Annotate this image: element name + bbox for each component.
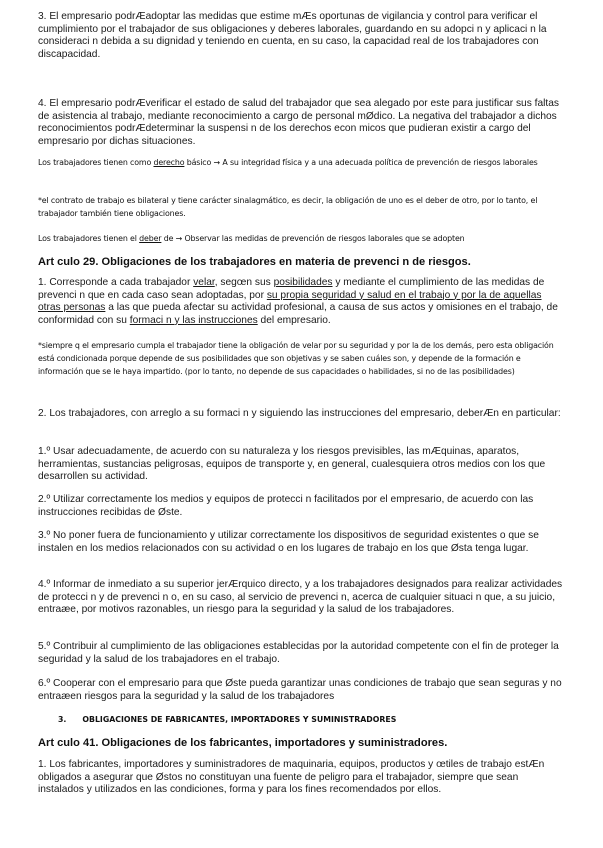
- text-run: y mediante el cumplimiento de las medidas de prevenci n que en cada caso sean adoptadas, por: [38, 277, 545, 301]
- paragraph-item-6: 6.º Cooperar con el empresario para que Øste pueda garantizar unas condiciones de trabajo que sean seguras y no entraæen riesgos para la seguridad y la salud de los trabajadores: [38, 678, 562, 702]
- section-heading-3: [58, 714, 566, 726]
- underlined-run: formaci n y las instrucciones: [129, 314, 258, 326]
- paragraph-art29-2: 2. Los trabajadores, con arreglo a su formaci n y siguiendo las instrucciones del empresario, deberÆn en particular:: [38, 408, 561, 419]
- text-run: del empresario.: [257, 314, 331, 326]
- note-contrato-bilateral: *el contrato de trabajo es bilateral y tiene carácter sinalagmático, es decir, la obligación de uno es el deber de otro, por lo tanto, el trabajador también tiene obligaciones.: [38, 196, 538, 219]
- paragraph-item-4: 4.º Informar de inmediato a su superior jerÆrquico directo, y a los trabajadores designados para realizar actividades de protecci n y de prevenci n o, en su caso, al servicio de prevenci n, acerca de cualquier situaci n que, a su juicio, entraæe, por motivos razonables, un riesgo para la seguridad y la salud de los trabajadores.: [38, 579, 563, 616]
- heading-articulo-41: Art culo 41. Obligaciones de los fabricantes, importadores y suministradores.: [38, 737, 448, 749]
- note-underlined-term: derecho: [153, 158, 185, 167]
- note-derecho-basico: [38, 156, 566, 169]
- note-text: Los trabajadores tienen como: [38, 158, 154, 167]
- paragraph-art20-3: 3. El empresario podrÆadoptar las medidas que estime mÆs oportunas de vigilancia y control para verificar el cumplimiento por el trabajador de sus obligaciones y deberes laborales, guardando en su adopci n y aplicaci n la consideraci n debida a su dignidad y teniendo en cuenta, en su caso, la capacidad real de los trabajadores con discapacidad.: [38, 11, 547, 60]
- paragraph-art20-4: 4. El empresario podrÆverificar el estado de salud del trabajador que sea alegado por este para justificar sus faltas de asistencia al trabajo, mediante reconocimiento a cargo de personal mØdico. La negativa del trabajador a dichos reconocimientos podrÆdeterminar la suspensi n de los derechos econ micos que pudieran existir a cargo del empresario por dichas situaciones.: [38, 98, 559, 147]
- paragraph-item-2: 2.º Utilizar correctamente los medios y equipos de protecci n facilitados por el empresario, de acuerdo con las instrucciones recibidas de Øste.: [38, 494, 534, 518]
- paragraph-item-5: 5.º Contribuir al cumplimiento de las obligaciones establecidas por la autoridad competente con el fin de proteger la seguridad y la salud de los trabajadores en el trabajo.: [38, 641, 559, 665]
- heading-articulo-29: Art culo 29. Obligaciones de los trabajadores en materia de prevenci n de riesgos.: [38, 256, 471, 268]
- underlined-run: su propia seguridad y salud en el trabajo y por la de aquellas otras personas: [38, 289, 542, 314]
- note-text: Los trabajadores tienen el: [38, 234, 140, 243]
- note-deber: [38, 232, 566, 245]
- paragraph-art29-1: [38, 277, 566, 327]
- text-run: , segœn sus: [214, 277, 274, 288]
- underlined-run: posibilidades: [273, 277, 333, 288]
- paragraph-item-3: 3.º No poner fuera de funcionamiento y utilizar correctamente los dispositivos de seguridad existentes o que se instalen en los medios relacionados con su actividad o en los lugares de trabajo en los que Østa tenga lugar.: [38, 530, 539, 554]
- paragraph-art41-1: 1. Los fabricantes, importadores y suministradores de maquinaria, equipos, productos y œtiles de trabajo estÆn obligados a asegurar que Østos no constituyan una fuente de peligro para el trabajador, siempre que sean instalados y utilizados en las condiciones, forma y para los fines recomendados por ellos.: [38, 759, 545, 796]
- paragraph-item-1: 1.º Usar adecuadamente, de acuerdo con su naturaleza y los riesgos previsibles, las mÆquinas, aparatos, herramientas, sustancias peligrosas, equipos de transporte y, en general, cualesquiera otros medios con los que desarrollen su actividad.: [38, 446, 546, 483]
- note-text: básico → A su integridad física y a una adecuada política de prevención de riesgos laborales: [184, 158, 538, 167]
- section-title: OBLIGACIONES DE FABRICANTES, IMPORTADORES Y SUMINISTRADORES: [82, 715, 397, 724]
- note-text: de → Observar las medidas de prevención de riesgos laborales que se adopten: [161, 234, 465, 243]
- note-siempre-empresario: *siempre q el empresario cumpla el trabajador tiene la obligación de velar por su seguridad y por la de los demás, pero esta obligación está condicionada porque depende de sus posibilidades que son objetivas y se saben cuáles son, y depende de la formación e información que se le haya impartido. (por lo tanto, no depende de sus capacidades o habilidades, si no de las posibilidades): [38, 341, 554, 377]
- text-run: 1. Corresponde a cada trabajador: [38, 277, 194, 288]
- note-underlined-term: deber: [139, 234, 162, 243]
- text-run: a las que pueda afectar su actividad profesional, a causa de sus actos y omisiones en el trabajo, de conformidad con su: [38, 302, 558, 326]
- section-number: 3.: [58, 715, 67, 724]
- underlined-run: velar: [193, 277, 215, 288]
